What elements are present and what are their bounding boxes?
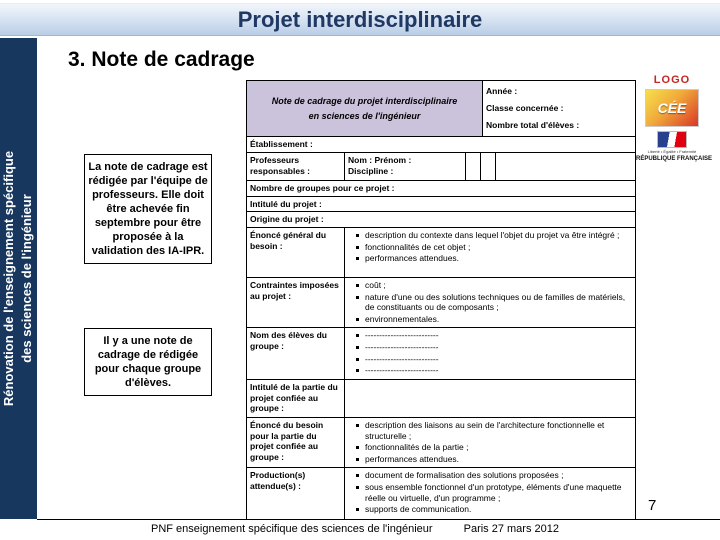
table-row: [247, 468, 636, 520]
enonce-general-content: [345, 228, 636, 278]
professeurs-content: [345, 153, 466, 181]
enonce-partie-content: [345, 418, 636, 469]
classe-label: Classe concernée :: [486, 103, 564, 113]
table-row: [247, 418, 636, 469]
table-title-cell: [247, 81, 483, 137]
nom-eleves-label: Nom des élèves du groupe :: [247, 328, 345, 380]
republic-name: RÉPUBLIQUE FRANÇAISE: [636, 156, 713, 162]
table-title-line-1: Note de cadrage du projet interdisciplinaire: [271, 95, 458, 106]
bullet-item: performances attendues.: [348, 253, 632, 264]
enonce-general-label: Énoncé général du besoin :: [247, 228, 345, 278]
bullet-item: --------------------------: [348, 330, 632, 341]
nom-prenom-label: Nom : Prénom :: [348, 155, 412, 165]
intitule-partie-label: Intitulé de la partie du projet confiée au groupe :: [247, 380, 345, 418]
table-row: [247, 278, 636, 329]
footer: [40, 523, 670, 535]
bullet-item: --------------------------: [348, 342, 632, 353]
intitule-projet-label: Intitulé du projet :: [247, 197, 636, 213]
empty-cell: [345, 380, 636, 418]
title-banner: [0, 3, 720, 36]
table-row: [247, 380, 636, 418]
footer-divider: [37, 519, 720, 520]
bullet-item: supports de communication.: [348, 504, 632, 515]
table-row: [247, 228, 636, 278]
etablissement-label: Établissement :: [247, 137, 636, 153]
note-de-cadrage-table: [246, 80, 636, 520]
contraintes-label: Contraintes imposées au projet :: [247, 278, 345, 329]
production-label: Production(s) attendue(s) :: [247, 468, 345, 520]
logo-area: [636, 74, 713, 163]
section-heading: 3. Note de cadrage: [68, 48, 255, 71]
vertical-sidebar: [0, 38, 37, 519]
bullet-item: sous ensemble fonctionnel d'un prototype, éléments d'une maquette réelle ou virtuelle, d'un programme ;: [348, 482, 632, 503]
table-row: [247, 181, 636, 197]
page-number: 7: [648, 497, 657, 514]
note-box-1: La note de cadrage est rédigée par l'équipe de professeurs. Elle doit être achevée fin septembre pour être proposée à la validation des IA-IPR.: [84, 154, 212, 264]
bullet-item: coût ;: [348, 280, 632, 291]
bullet-item: environnementales.: [348, 314, 632, 325]
school-logo-text: CÉE: [657, 100, 687, 116]
discipline-label: Discipline :: [348, 165, 394, 176]
bullet-item: --------------------------: [348, 365, 632, 376]
bullet-item: performances attendues.: [348, 454, 632, 465]
bullet-item: fonctionnalités de la partie ;: [348, 442, 632, 453]
table-title-line-2: en sciences de l'ingénieur: [308, 110, 421, 121]
sidebar-line-1: Rénovation de l'enseignement spécifique: [1, 150, 16, 407]
french-flag-icon: [657, 131, 687, 148]
empty-cell: [496, 153, 636, 181]
logo-label: LOGO: [653, 74, 691, 86]
table-header-right-cell: [483, 81, 636, 137]
sidebar-text: [0, 38, 37, 519]
bullet-item: nature d'une ou des solutions techniques ou de familles de matériels, de constituants ou de composants ;: [348, 292, 632, 313]
empty-cell: [481, 153, 496, 181]
table-row: [247, 137, 636, 153]
bullet-item: description du contexte dans lequel l'objet du projet va être intégré ;: [348, 230, 632, 241]
nombre-eleves-label: Nombre total d'élèves :: [486, 120, 580, 130]
table-row: [247, 153, 636, 181]
enonce-partie-label: Énoncé du besoin pour la partie du projet confiée au groupe :: [247, 418, 345, 469]
slide-title: Projet interdisciplinaire: [237, 6, 483, 32]
sidebar-line-2: des sciences de l'ingénieur: [19, 194, 34, 363]
bullet-item: fonctionnalités de cet objet ;: [348, 242, 632, 253]
production-content: [345, 468, 636, 520]
bullet-item: document de formalisation des solutions proposées ;: [348, 470, 632, 481]
table-row: [247, 328, 636, 380]
footer-text: PNF enseignement spécifique des sciences de l'ingénieur: [151, 523, 433, 535]
contraintes-content: [345, 278, 636, 329]
nom-eleves-content: [345, 328, 636, 380]
origine-projet-label: Origine du projet :: [247, 212, 636, 228]
note-box-2: Il y a une note de cadrage de rédigée pour chaque groupe d'élèves.: [84, 328, 212, 396]
bullet-item: description des liaisons au sein de l'architecture fonctionnelle et structurelle ;: [348, 420, 632, 441]
table-row: [247, 197, 636, 213]
empty-cell: [466, 153, 481, 181]
bullet-item: --------------------------: [348, 354, 632, 365]
school-logo: [645, 89, 699, 127]
groupes-label: Nombre de groupes pour ce projet :: [247, 181, 636, 197]
footer-place-date: Paris 27 mars 2012: [463, 523, 559, 535]
table-header-row: [247, 81, 636, 137]
table-row: [247, 212, 636, 228]
annee-label: Année :: [486, 86, 518, 96]
republic-motto: Liberté • Égalité • Fraternité: [647, 149, 697, 154]
professeurs-label: Professeurs responsables :: [247, 153, 345, 181]
